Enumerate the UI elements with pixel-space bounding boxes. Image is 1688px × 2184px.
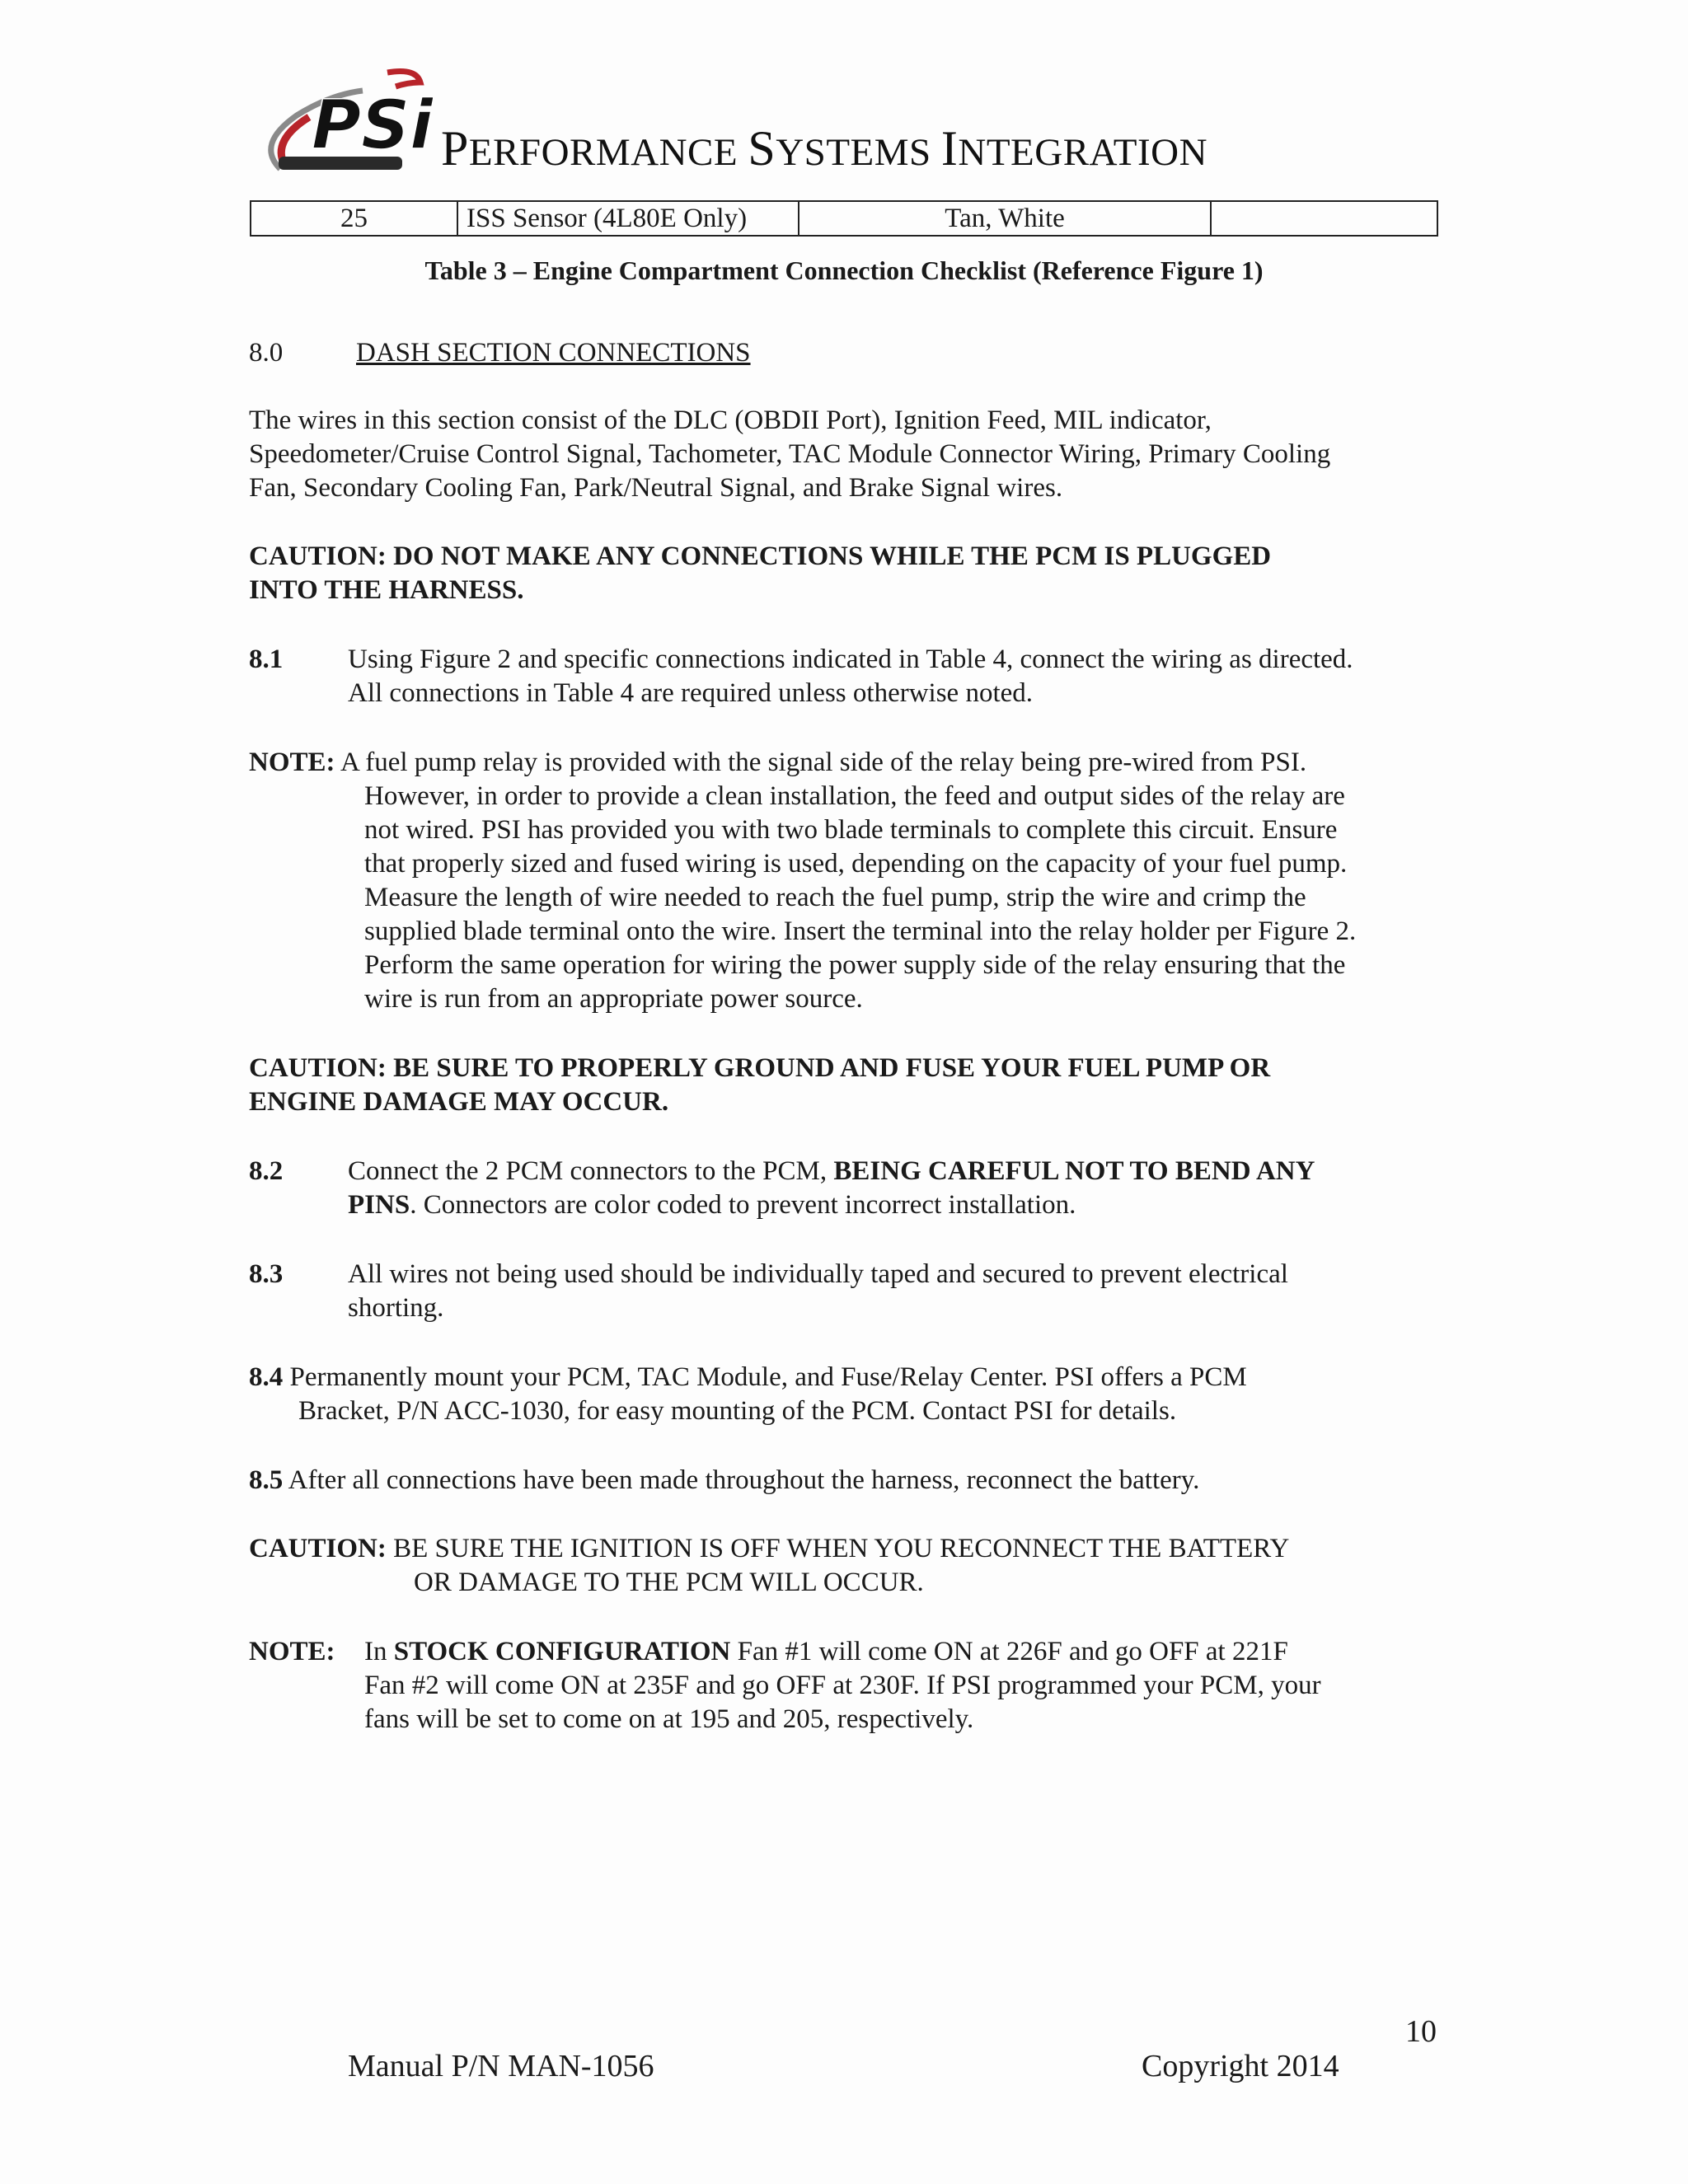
- note-line: not wired. PSI has provided you with two blade terminals to complete this circuit. Ensure: [364, 815, 1338, 845]
- note-line: fans will be set to come on at 195 and 205, respectively.: [364, 1704, 974, 1734]
- caution-line: ENGINE DAMAGE MAY OCCUR.: [249, 1087, 669, 1117]
- table-cell-check: [1211, 201, 1437, 236]
- caution-line: CAUTION: BE SURE TO PROPERLY GROUND AND FUSE YOUR FUEL PUMP OR: [249, 1053, 1271, 1083]
- note-line: supplied blade terminal onto the wire. Insert the terminal into the relay holder per Figure 2.: [364, 916, 1357, 946]
- step-text: All wires not being used should be individually taped and secured to prevent electrical: [348, 1259, 1288, 1289]
- section-title: DASH SECTION CONNECTIONS: [356, 338, 751, 368]
- step-number: 8.2: [249, 1156, 284, 1186]
- step-text: All connections in Table 4 are required unless otherwise noted.: [348, 678, 1034, 708]
- company-name: PERFORMANCE SYSTEMS INTEGRATION: [441, 121, 1208, 176]
- step-number: 8.1: [249, 644, 284, 674]
- note-label: NOTE:: [249, 748, 335, 777]
- step-text: shorting.: [348, 1293, 444, 1323]
- footer-manual-number: Manual P/N MAN-1056: [348, 2049, 654, 2083]
- logo-lettering: PSi: [312, 87, 433, 165]
- step-text: Using Figure 2 and specific connections indicated in Table 4, connect the wiring as directed.: [348, 644, 1353, 674]
- step-number: 8.5: [249, 1465, 284, 1495]
- intro-line: Speedometer/Cruise Control Signal, Tachometer, TAC Module Connector Wiring, Primary Cooling: [249, 439, 1331, 469]
- page-number: 10: [1405, 2014, 1437, 2049]
- note-line: wire is run from an appropriate power source.: [364, 984, 863, 1014]
- note-line: Fan #2 will come ON at 235F and go OFF at 230F. If PSI programmed your PCM, your: [364, 1671, 1321, 1700]
- step-text: Connect the 2 PCM connectors to the PCM, BEING CAREFUL NOT TO BEND ANY: [348, 1156, 1315, 1186]
- step-number: 8.3: [249, 1259, 284, 1289]
- note-first-line: NOTE: A fuel pump relay is provided with the signal side of the relay being pre-wired from PSI.: [249, 748, 1307, 777]
- step-text: Bracket, P/N ACC-1030, for easy mounting of the PCM. Contact PSI for details.: [298, 1396, 1177, 1426]
- footer-copyright: Copyright 2014: [1142, 2049, 1339, 2083]
- table-cell-wire-color: Tan, White: [799, 201, 1211, 236]
- table-caption: Table 3 – Engine Compartment Connection Checklist (Reference Figure 1): [424, 255, 1264, 285]
- intro-line: The wires in this section consist of the DLC (OBDII Port), Ignition Feed, MIL indicator,: [249, 405, 1212, 435]
- caution-line: CAUTION: DO NOT MAKE ANY CONNECTIONS WHILE THE PCM IS PLUGGED: [249, 541, 1272, 571]
- note-label: NOTE:: [249, 1637, 335, 1666]
- caution-line: INTO THE HARNESS.: [249, 575, 524, 605]
- note-line: Measure the length of wire needed to reach the fuel pump, strip the wire and crimp the: [364, 883, 1306, 912]
- note-line: that properly sized and fused wiring is used, depending on the capacity of your fuel pump.: [364, 849, 1348, 879]
- table-cell-item: ISS Sensor (4L80E Only): [457, 201, 799, 236]
- step-text: PINS. Connectors are color coded to prevent incorrect installation.: [348, 1190, 1076, 1220]
- note-line: However, in order to provide a clean installation, the feed and output sides of the relay are: [364, 781, 1345, 811]
- step-number: 8.4: [249, 1362, 284, 1392]
- step-text: 8.5 After all connections have been made throughout the harness, reconnect the battery.: [249, 1465, 1200, 1495]
- step-text: 8.4 Permanently mount your PCM, TAC Module, and Fuse/Relay Center. PSI offers a PCM: [249, 1362, 1247, 1392]
- caution-first-line: CAUTION: BE SURE THE IGNITION IS OFF WHEN YOU RECONNECT THE BATTERY: [249, 1534, 1290, 1563]
- caution-label: CAUTION:: [249, 1534, 387, 1563]
- note-line: Perform the same operation for wiring the power supply side of the relay ensuring that the: [364, 950, 1346, 980]
- table-cell-number: 25: [251, 201, 457, 236]
- psi-logo: [264, 66, 433, 181]
- note-line: In STOCK CONFIGURATION Fan #1 will come ON at 226F and go OFF at 221F: [364, 1637, 1288, 1666]
- checklist-table: [250, 200, 1438, 237]
- intro-line: Fan, Secondary Cooling Fan, Park/Neutral Signal, and Brake Signal wires.: [249, 473, 1063, 503]
- caution-line: OR DAMAGE TO THE PCM WILL OCCUR.: [414, 1568, 924, 1597]
- section-number: 8.0: [249, 338, 284, 368]
- table-row: [251, 201, 1437, 236]
